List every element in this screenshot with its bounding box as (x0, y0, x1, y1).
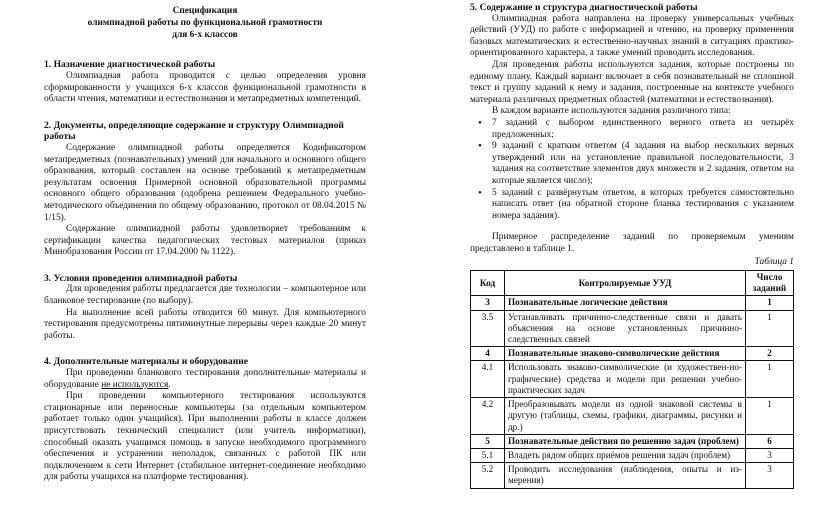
section-2-paragraph-1: Содержание олимпиадной работы определяется Кодификатором метапредметных (познавательных) умений для начального и основного общего образования, который составлен на основе требований к метапредметным результатам освоения Примерной основной образовательной программы основного общего образования (одобрена решением Федерального учебно-методического объединения по общему образованию, протокол от 08.04.2015 № 1/15). (44, 142, 366, 223)
row-code: 5 (471, 434, 505, 448)
row-code: 5.1 (471, 448, 505, 462)
row-uud: Использовать знаково-символические (и художествен-но-графические) средства и модели при решении учебно-практических задач (505, 361, 746, 398)
section-3-paragraph-2: На выполнение всей работы отводится 60 минут. Для компьютерного тестирования предусмотрены пятиминутные перерывы через каждые 20 минут работы. (44, 307, 366, 341)
table-row (471, 463, 794, 488)
left-column (44, 0, 366, 484)
section-5-paragraph-3: В каждом варианте используются задания различного типа: (492, 106, 731, 117)
section-3-heading: 3. Условия проведения олимпиадной работы (44, 272, 238, 284)
right-column (470, 0, 794, 489)
table-caption: Таблица 1 (754, 257, 794, 268)
list-item: • 5 заданий с развёрнутым ответом, в которых требуется самостоятельно написать ответ (на обратной стороне бланка тестирования с указанием номера задания). (492, 188, 794, 223)
table-row (471, 310, 794, 347)
section-2-paragraph-2: Содержание олимпиадной работы удовлетворяет требованиям к сертификации качества педагогических тестовых материалов (приказ Минобразования России от 17.04.2000 № 1122). (44, 224, 366, 258)
table-header-row (471, 271, 794, 296)
header-count: Число заданий (746, 271, 794, 296)
row-uud: Владеть рядом общих приёмов решения задач (проблем) (505, 448, 746, 462)
section-2-heading: 2. Документы, определяющие содержание и структуру Олимпиадной работы (44, 119, 344, 143)
title-line-2: олимпиадной работы по функциональной грамотности (87, 17, 323, 28)
table-row (471, 434, 794, 448)
s4-text-a: При проведении бланкового тестирования дополнительные материалы и оборудование (44, 368, 366, 390)
table-row (471, 347, 794, 361)
row-count: 1 (746, 361, 794, 398)
task-type-list (470, 118, 794, 222)
list-item: • 7 заданий с выбором единственного верного ответа из четырёх предложенных; (492, 118, 794, 141)
row-count: 1 (746, 296, 794, 310)
row-code: 4.2 (471, 398, 505, 435)
table-row (471, 398, 794, 435)
row-count: 2 (746, 347, 794, 361)
section-4-paragraph-2: При проведении компьютерного тестирования используются стационарные или переносные компьютеры (за отдельным компьютером работает только один учащийся). При выполнении работы в классе должен присутствовать технический специалист (или учитель информатики), способный оказать учащимся помощь в запуске необходимого программного обеспечения и устранении неполадок, связанных с работой ПК или подключением к сети Интернет (стабильное интернет-соединение необходимо для работы учащихся на платформе тестирования). (44, 391, 366, 483)
table-row (471, 361, 794, 398)
row-code: 4.1 (471, 361, 505, 398)
row-uud: Познавательные логические действия (505, 296, 746, 310)
section-5-heading: 5. Содержание и структура диагностической работы (470, 2, 698, 13)
list-item: • 9 заданий с кратким ответом (4 задания на выбор нескольких верных утверждений или на установление правильной последовательности, 3 задания на соответствие элементов двух множеств и 2 задания, ответом на которые является число); (492, 141, 794, 187)
row-count: 3 (746, 463, 794, 488)
header-code: Код (471, 271, 505, 296)
section-3-paragraph-1: Для проведения работы предлагается две технологии – компьютерное или бланковое тестирование (по выбору). (44, 284, 366, 307)
row-count: 3 (746, 448, 794, 462)
table-row (471, 296, 794, 310)
uud-table (470, 270, 794, 488)
row-count: 6 (746, 434, 794, 448)
row-uud: Познавательные действия по решению задач (проблем) (505, 434, 746, 448)
s4-text-b: . (168, 379, 171, 390)
row-count: 1 (746, 310, 794, 347)
row-uud: Познавательные знаково-символические действия (505, 347, 746, 361)
row-count: 1 (746, 398, 794, 435)
row-uud: Преобразовывать модели из одной знаковой системы в другую (таблицы, схемы, графики, диаграммы, рисунки и др.) (505, 398, 746, 435)
section-5-paragraph-4: Примерное распределение заданий по проверяемым умениям представлено в таблице 1. (470, 232, 794, 254)
section-1-paragraph: Олимпиадная работа проводится с целью определения уровня сформированности у учащихся 6-х классов функциональной грамотности в области чтения, математики и естествознания и метапредметных компетенций. (44, 70, 366, 105)
s4-text-underlined: не используются (101, 379, 169, 390)
row-uud: Проводить исследования (наблюдения, опыты и из-мерения) (505, 463, 746, 488)
row-code: 3.5 (471, 310, 505, 347)
row-code: 4 (471, 347, 505, 361)
section-1-heading: 1. Назначение диагностической работы (44, 59, 216, 71)
header-uud: Контролируемые УУД (505, 271, 746, 296)
title-line-1: Спецификация (172, 6, 238, 16)
row-code: 3 (471, 296, 505, 310)
section-4-heading: 4. Дополнительные материалы и оборудование (44, 356, 249, 368)
table-row (471, 448, 794, 462)
document-title (44, 6, 366, 41)
section-5-paragraph-1: Олимпиадная работа направлена на проверку универсальных учебных действий (УУД) по работе с информацией и чтению, на проверку применения базовых математических и естественно-научных знаний в ситуациях практико-ориентированного характера, а также умений проводить исследования. (470, 13, 794, 59)
row-uud: Устанавливать причинно-следственные связи и давать объяснения на основе установленных причинно-следственных связей (505, 310, 746, 347)
row-code: 5.2 (471, 463, 505, 488)
section-4-paragraph-1 (44, 368, 366, 391)
section-5-paragraph-2: Для проведения работы используются задания, которые построены по единому плану. Каждый вариант включает в себя познавательный не сплошной текст и группу заданий к нему и задания, построенные на контексте учебного материала различных предметных областей (математики и естествознания). (470, 59, 794, 105)
title-line-3: для 6-х классов (172, 29, 238, 40)
